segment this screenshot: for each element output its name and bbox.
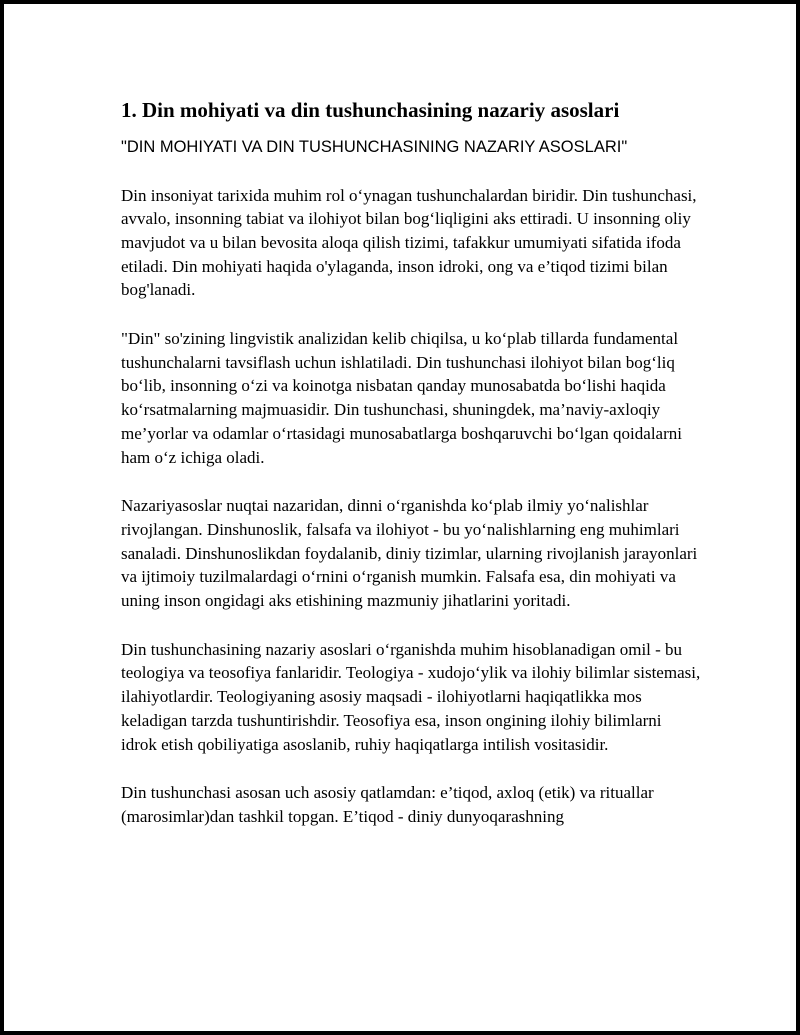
paragraph: Din tushunchasining nazariy asoslari o‘rganishda muhim hisoblanadigan omil - bu teologiya va teosofiya fanlaridir. Teologiya - xudojo‘ylik va ilohiy bilimlar sistemasi, ilahiyotlardir. Teologiyaning asosiy maqsadi - ilohiyotlarni haqiqatlikka mos keladigan tarzda tushuntirishdir. Teosofiya esa, inson ongining ilohiy bilimlarni idrok etish qobiliyatiga asoslanib, ruhiy haqiqatlarga intilish vositasidir. <box>121 639 701 754</box>
paragraph: Nazariyasoslar nuqtai nazaridan, dinni o‘rganishda ko‘plab ilmiy yo‘nalishlar rivojlangan. Dinshunoslik, falsafa va ilohiyot - bu yo‘nalishlarning eng muhimlari sanaladi. Dinshunoslikdan foydalanib, diniy tizimlar, ularning rivojlanish jarayonlari va ijtimoiy tuzilmalardagi o‘rnini o‘rganish mumkin. Falsafa esa, din mohiyati va uning inson ongidagi aks etishining mazmuniy jihatlarini yoritadi. <box>121 496 698 611</box>
document-title: 1. Din mohiyati va din tushunchasining nazariy asoslari <box>121 98 620 122</box>
paragraph: Din tushunchasi asosan uch asosiy qatlamdan: e’tiqod, axloq (etik) va rituallar (marosimlar)dan tashkil topgan. E’tiqod - diniy dunyoqarashning <box>121 783 654 826</box>
document-body <box>121 97 701 829</box>
document-subtitle: "DIN MOHIYATI VA DIN TUSHUNCHASINING NAZARIY ASOSLARI" <box>121 138 628 156</box>
paragraph: "Din" so'zining lingvistik analizidan kelib chiqilsa, u ko‘plab tillarda fundamental tushunchalarni tavsiflash uchun ishlatiladi. Din tushunchasi ilohiyot bilan bog‘liq bo‘lib, insonning o‘zi va koinotga nisbatan qanday munosabatda bo‘lishi haqida ko‘rsatmalarning majmuasidir. Din tushunchasi, shuningdek, ma’naviy-axloqiy me’yorlar va odamlar o‘rtasidagi munosabatlarga boshqaruvchi bo‘lgan qoidalarni ham o‘z ichiga oladi. <box>121 329 682 467</box>
paragraph: Din insoniyat tarixida muhim rol o‘ynagan tushunchalardan biridir. Din tushunchasi, avvalo, insonning tabiat va ilohiyot bilan bog‘liqligini aks ettiradi. U insonning oliy mavjudot va u bilan bevosita aloqa qilish tizimi, tafakkur umumiyati sifatida ifoda etiladi. Din mohiyati haqida o'ylaganda, inson idroki, ong va e’tiqod tizimi bilan bog'lanadi. <box>121 185 697 300</box>
